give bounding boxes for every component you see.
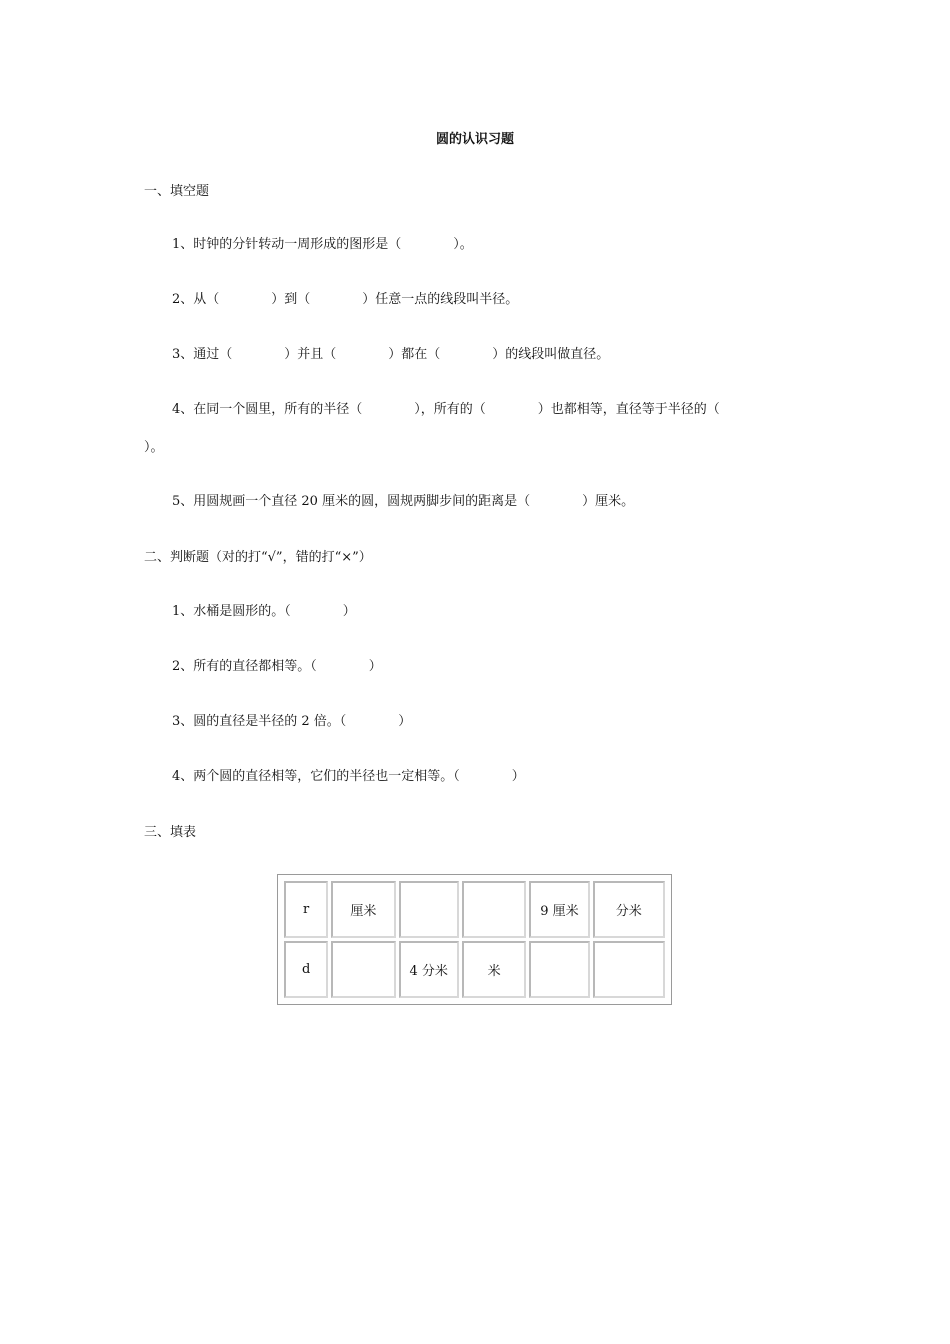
- table-cell[interactable]: [331, 941, 395, 998]
- table-row-r: [284, 881, 665, 938]
- table-cell[interactable]: [399, 881, 459, 938]
- table-cell[interactable]: 厘米: [331, 881, 395, 938]
- table-cell[interactable]: [593, 941, 665, 998]
- fill-question-4: 4、在同一个圆里，所有的半径（ ），所有的（ ）也都相等，直径等于半径的（: [172, 402, 720, 417]
- page-title: 圆的认识习题: [435, 132, 514, 147]
- table-cell: r: [284, 881, 328, 938]
- fill-table-frame: [277, 874, 672, 1005]
- judge-question-1: 1、水桶是圆形的。（ ）: [172, 604, 356, 619]
- table-cell: 9 厘米: [529, 881, 589, 938]
- section-heading-judge: 二、判断题（对的打“√”，错的打“×”）: [144, 550, 372, 565]
- table-cell[interactable]: [529, 941, 589, 998]
- fill-question-1: 1、时钟的分针转动一周形成的图形是（ ）。: [172, 237, 473, 252]
- section-heading-table: 三、填表: [144, 825, 197, 840]
- fill-question-4-continued: ）。: [144, 440, 164, 455]
- judge-question-2: 2、所有的直径都相等。（ ）: [172, 659, 382, 674]
- table-cell: 4 分米: [399, 941, 459, 998]
- table-row-d: [284, 941, 665, 998]
- fill-table: [281, 878, 668, 1001]
- table-cell[interactable]: 分米: [593, 881, 665, 938]
- table-cell[interactable]: [462, 881, 526, 938]
- fill-question-3: 3、通过（ ）并且（ ）都在（ ）的线段叫做直径。: [172, 347, 610, 362]
- fill-question-2: 2、从（ ）到（ ）任意一点的线段叫半径。: [172, 292, 519, 307]
- judge-question-4: 4、两个圆的直径相等，它们的半径也一定相等。（ ）: [172, 769, 525, 784]
- fill-question-5: 5、用圆规画一个直径 20 厘米的圆，圆规两脚步间的距离是（ ）厘米。: [172, 494, 635, 509]
- table-cell[interactable]: 米: [462, 941, 526, 998]
- section-heading-fill: 一、填空题: [144, 184, 210, 199]
- table-cell: d: [284, 941, 328, 998]
- judge-question-3: 3、圆的直径是半径的 2 倍。（ ）: [172, 714, 412, 729]
